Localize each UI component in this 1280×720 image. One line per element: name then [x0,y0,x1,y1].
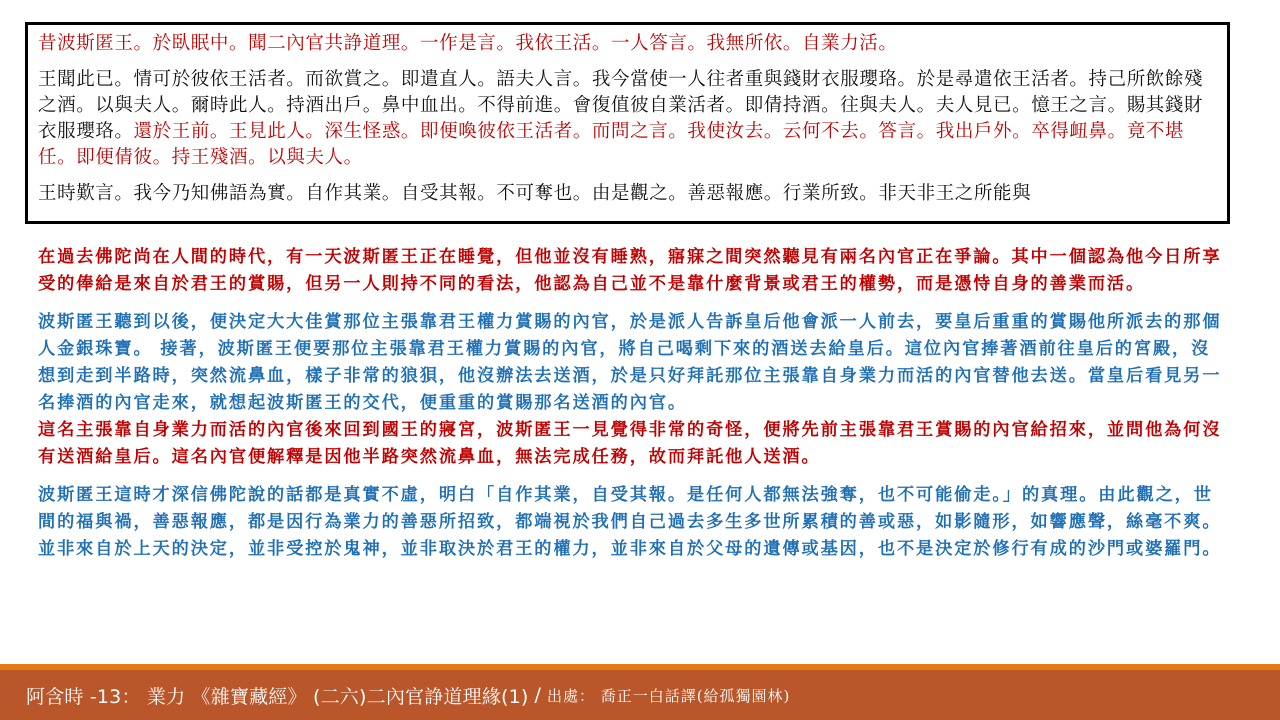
translation-paragraph-3: 這名主張靠自身業力而活的內官後來回到國王的寢宮，波斯匿王一見覺得非常的奇怪，便將先前主張靠君王賞賜的內官給招來，並問他為何沒有送酒給皇后。這名內官便解釋是因他半路突然流鼻血，無法完成任務，故而拜託他人送酒。 [38,420,1222,467]
translation-paragraph-1: 在過去佛陀尚在人間的時代，有一天波斯匿王正在睡覺，但他並沒有睡熟，寤寐之間突然聽見有兩名內官正在爭論。其中一個認為他今日所享受的俸給是來自於君王的賞賜，但另一人則持不同的看法，他認為自己並不是靠什麼背景或君王的權勢，而是憑恃自身的善業而活。 [38,247,1222,294]
quote-paragraph-2-red: 還於王前。王見此人。深生怪惑。即便喚彼依王活者。而問之言。我使汝去。云何不去。答言。我出戶外。卒得衄鼻。竟不堪任。即便倩彼。持王殘酒。以與夫人。 [38,121,1185,168]
translation-paragraph-4: 波斯匿王這時才深信佛陀說的話都是真實不虛，明白「自作其業，自受其報。是任何人都無法強奪，也不可能偷走。」的真理。由此觀之，世間的福與禍，善惡報應，都是因行為業力的善惡所招致，都端視於我們自己過去多生多世所累積的善或惡，如影隨形，如響應聲，絲毫不爽。並非來自於上天的決定，並非受控於鬼神，並非取決於君王的權力，並非來自於父母的遺傳或基因，也不是決定於修行有成的沙門或婆羅門。 [38,485,1222,559]
vernacular-translation [38,244,1223,563]
source-attribution: 出處： 喬正一白話譯(給孤獨園林) [546,686,791,705]
title-separator: / [534,684,541,706]
quote-paragraph-2-black: 王聞此已。情可於彼依王活者。而欲賞之。即遣直人。語夫人言。我今當使一人往者重與錢財衣服瓔珞。於是尋遣依王活者。持己所飲餘殘之酒。以與夫人。爾時此人。持酒出戶。鼻中血出。不得前進。會復值彼自業活者。即倩持酒。往與夫人。夫人見已。憶王之言。賜其錢財衣服瓔珞。 [38,69,1204,142]
quote-paragraph-3: 王時歎言。我今乃知佛語為實。自作其業。自受其報。不可奪也。由是觀之。善惡報應。行業所致。非天非王之所能與 [38,183,1032,204]
translation-paragraph-2: 波斯匿王聽到以後，便決定大大佳賞那位主張靠君王權力賞賜的內官，於是派人告訴皇后他會派一人前去，要皇后重重的賞賜他所派去的那個人金銀珠寶。 接著，波斯匿王便要那位主張靠君王權力賞賜的內官，將自己喝剩下來的酒送去給皇后。這位內官捧著酒前往皇后的宮殿，沒想到走到半路時，突然流鼻血，樣子非常的狼狽，他沒辦法去送酒，於是只好拜託那位主張靠自身業力而活的內官替他去送。當皇后看見另一名捧酒的內官走來，就想起波斯匿王的交代，便重重的賞賜那名送酒的內官。 [38,312,1222,413]
quote-paragraph-2 [38,67,1217,171]
footer-bar [0,670,1280,720]
quote-paragraph-1: 昔波斯匿王。於臥眠中。聞二內官共諍道理。一作是言。我依王活。一人答言。我無所依。自業力活。 [38,33,898,54]
slide-title: 阿含時 -13： 業力 《雜寶藏經》 (二六)二內官諍道理緣(1) [26,685,529,708]
scripture-quote-box [25,22,1230,224]
